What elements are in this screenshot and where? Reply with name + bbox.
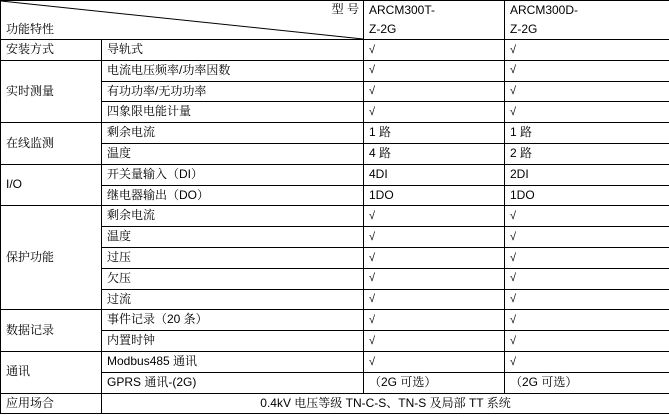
value-model-2: √ bbox=[505, 310, 669, 331]
value-model-1: √ bbox=[364, 60, 505, 81]
value-model-1: √ bbox=[364, 81, 505, 102]
item-label: 温度 bbox=[102, 143, 364, 164]
value-model-1: √ bbox=[364, 351, 505, 372]
value-model-2: （2G 可选） bbox=[505, 372, 669, 393]
value-model-1: 4 路 bbox=[364, 143, 505, 164]
header-col-model-2 bbox=[505, 1, 669, 40]
value-model-2: 2DI bbox=[505, 164, 669, 185]
value-model-2: 1DO bbox=[505, 185, 669, 206]
group-label-io: I/O bbox=[1, 164, 102, 206]
item-label: 温度 bbox=[102, 227, 364, 248]
item-label: 开关量输入（DI） bbox=[102, 164, 364, 185]
item-label: 欠压 bbox=[102, 268, 364, 289]
table-row bbox=[1, 164, 669, 185]
application-scenario-value: 0.4kV 电压等级 TN-C-S、TN-S 及局部 TT 系统 bbox=[102, 393, 669, 414]
group-label-communication: 通讯 bbox=[1, 351, 102, 393]
value-model-1: 4DI bbox=[364, 164, 505, 185]
item-label: 剩余电流 bbox=[102, 123, 364, 144]
value-model-2: √ bbox=[505, 60, 669, 81]
group-label-data-record: 数据记录 bbox=[1, 310, 102, 352]
diagonal-divider-icon bbox=[1, 1, 363, 39]
value-model-1: √ bbox=[364, 247, 505, 268]
value-model-1: √ bbox=[364, 206, 505, 227]
item-label: 导轨式 bbox=[102, 40, 364, 61]
value-model-2: 1 路 bbox=[505, 123, 669, 144]
value-model-2: √ bbox=[505, 247, 669, 268]
table-header-row bbox=[1, 1, 669, 40]
header-col-model-2-line1: ARCM300D- bbox=[510, 3, 579, 17]
value-model-2: √ bbox=[505, 102, 669, 123]
table-row bbox=[1, 40, 669, 61]
table-row bbox=[1, 143, 669, 164]
item-label: 过压 bbox=[102, 247, 364, 268]
group-label-install: 安装方式 bbox=[1, 40, 102, 61]
item-label: GPRS 通讯-(2G) bbox=[102, 372, 364, 393]
header-col-model-1-line1: ARCM300T- bbox=[369, 3, 436, 17]
item-label: 有功功率/无功功率 bbox=[102, 81, 364, 102]
table-row bbox=[1, 102, 669, 123]
table-row bbox=[1, 310, 669, 331]
table-row bbox=[1, 206, 669, 227]
table-row bbox=[1, 289, 669, 310]
value-model-2: √ bbox=[505, 81, 669, 102]
group-label-online-monitor: 在线监测 bbox=[1, 123, 102, 165]
value-model-2: √ bbox=[505, 227, 669, 248]
table-footer-row bbox=[1, 393, 669, 414]
value-model-1: （2G 可选） bbox=[364, 372, 505, 393]
value-model-1: √ bbox=[364, 40, 505, 61]
value-model-2: √ bbox=[505, 351, 669, 372]
value-model-1: √ bbox=[364, 102, 505, 123]
value-model-1: √ bbox=[364, 310, 505, 331]
header-col-model-1-line2: Z-2G bbox=[369, 22, 397, 36]
table-row bbox=[1, 351, 669, 372]
header-feature-label: 功能特性 bbox=[6, 22, 55, 37]
header-model-label: 型 号 bbox=[331, 2, 359, 16]
table-row bbox=[1, 227, 669, 248]
header-diagonal-cell bbox=[1, 1, 364, 40]
table-row bbox=[1, 372, 669, 393]
table-row bbox=[1, 185, 669, 206]
table-row bbox=[1, 268, 669, 289]
value-model-2: √ bbox=[505, 206, 669, 227]
value-model-1: √ bbox=[364, 331, 505, 352]
item-label: Modbus485 通讯 bbox=[102, 351, 364, 372]
value-model-1: 1DO bbox=[364, 185, 505, 206]
item-label: 四象限电能计量 bbox=[102, 102, 364, 123]
value-model-1: √ bbox=[364, 268, 505, 289]
value-model-2: √ bbox=[505, 40, 669, 61]
value-model-2: 2 路 bbox=[505, 143, 669, 164]
item-label: 过流 bbox=[102, 289, 364, 310]
item-label: 电流电压频率/功率因数 bbox=[102, 60, 364, 81]
value-model-1: √ bbox=[364, 289, 505, 310]
header-col-model-1 bbox=[364, 1, 505, 40]
table-row bbox=[1, 60, 669, 81]
table-row bbox=[1, 123, 669, 144]
value-model-2: √ bbox=[505, 289, 669, 310]
item-label: 继电器输出（DO） bbox=[102, 185, 364, 206]
value-model-2: √ bbox=[505, 268, 669, 289]
value-model-1: 1 路 bbox=[364, 123, 505, 144]
item-label: 内置时钟 bbox=[102, 331, 364, 352]
table-row bbox=[1, 331, 669, 352]
header-col-model-2-line2: Z-2G bbox=[510, 22, 538, 36]
value-model-2: √ bbox=[505, 331, 669, 352]
item-label: 剩余电流 bbox=[102, 206, 364, 227]
table-body bbox=[1, 1, 669, 414]
group-label-application: 应用场合 bbox=[1, 393, 102, 414]
group-label-protection: 保护功能 bbox=[1, 206, 102, 310]
group-label-realtime: 实时测量 bbox=[1, 60, 102, 122]
table-row bbox=[1, 247, 669, 268]
table-row bbox=[1, 81, 669, 102]
value-model-1: √ bbox=[364, 227, 505, 248]
item-label: 事件记录（20 条） bbox=[102, 310, 364, 331]
